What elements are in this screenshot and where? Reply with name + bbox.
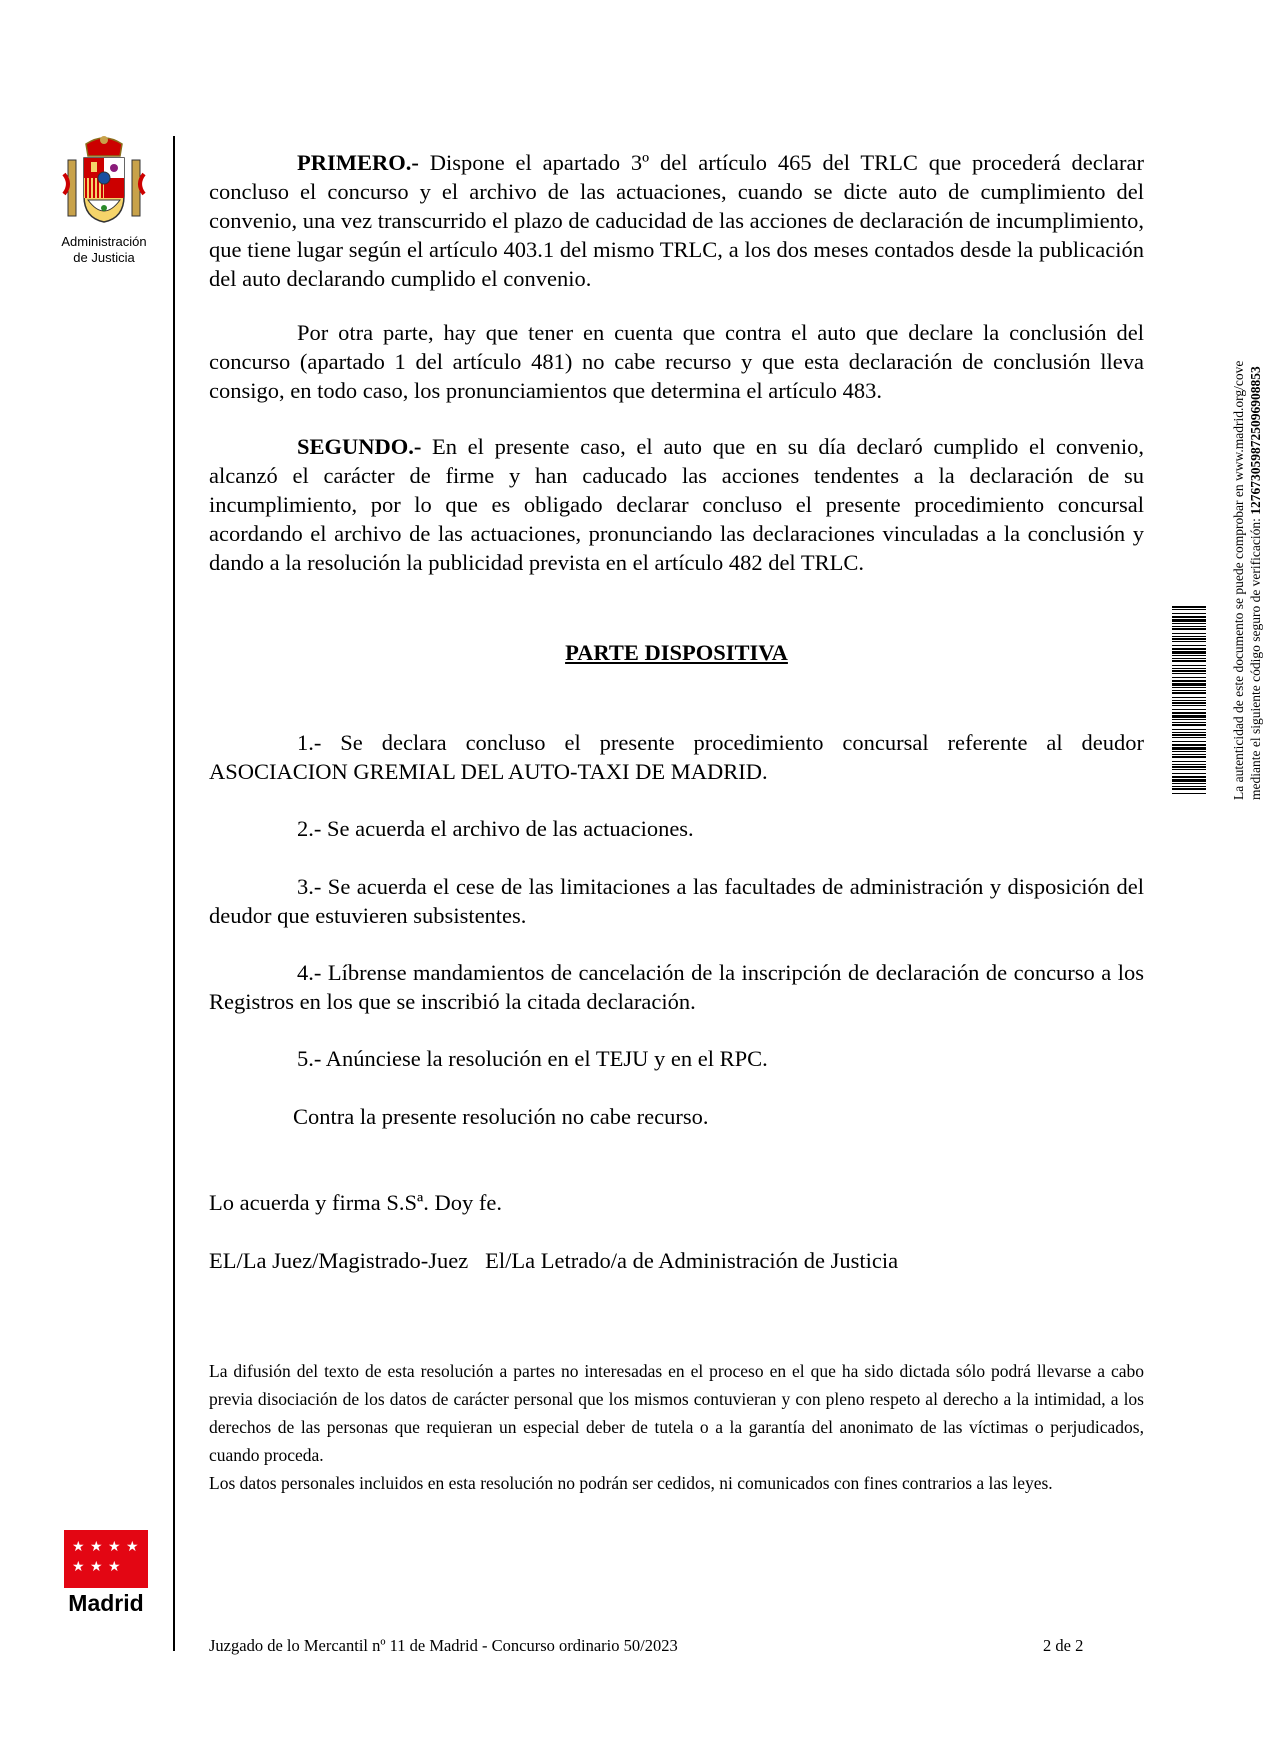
barcode-bar bbox=[1172, 616, 1206, 618]
barcode-bar bbox=[1172, 680, 1206, 682]
barcode-bar bbox=[1172, 712, 1206, 714]
barcode-bar bbox=[1172, 619, 1206, 622]
barcode-bar bbox=[1172, 702, 1206, 704]
barcode-bar bbox=[1172, 655, 1206, 656]
barcode-bar bbox=[1172, 783, 1206, 784]
privacy-notice-2: Los datos personales incluidos en esta resolución no podrán ser cedidos, ni comunicados con fines contrarios a las leyes. bbox=[209, 1473, 1053, 1493]
barcode-bar bbox=[1172, 788, 1206, 790]
barcode-bar bbox=[1172, 764, 1206, 765]
barcode-bar bbox=[1172, 641, 1206, 642]
barcode-bar bbox=[1172, 722, 1206, 723]
barcode-bar bbox=[1172, 609, 1206, 610]
barcode-bar bbox=[1172, 683, 1206, 686]
dispositiva-item-5: 5.- Anúnciese la resolución en el TEJU y en el RPC. bbox=[297, 1046, 768, 1071]
barcode-bar bbox=[1172, 719, 1206, 720]
barcode-bar bbox=[1172, 793, 1206, 794]
barcode-bar bbox=[1172, 724, 1206, 726]
barcode-bar bbox=[1172, 638, 1206, 640]
dispositiva-item-4: 4.- Líbrense mandamientos de cancelación de la inscripción de declaración de concurso a los Registros en los que se inscribió la citada declaración. bbox=[209, 960, 1144, 1014]
footer-court-reference: Juzgado de lo Mercantil nº 11 de Madrid - Concurso ordinario 50/2023 bbox=[209, 1636, 678, 1655]
paragraph-por-otra-parte bbox=[209, 318, 1144, 405]
barcode-bar bbox=[1172, 732, 1206, 733]
privacy-notice-1: La difusión del texto de esta resolución a partes no interesadas en el proceso en el que ha sido dictada sólo podrá llevarse a cabo previa disociación de los datos de carácter personal que los mismos contuvieran y con pleno respeto al derecho a la intimidad, a los derechos de las personas que requieran un especial deber de tutela o a la garantía del anonimato de las víctimas o perjudicados, cuando proceda. bbox=[209, 1361, 1144, 1465]
barcode-bar bbox=[1172, 756, 1206, 758]
barcode-bar bbox=[1172, 658, 1206, 659]
star-icon: ★ bbox=[126, 1539, 139, 1555]
star-icon: ★ bbox=[108, 1539, 121, 1555]
barcode-bar bbox=[1172, 705, 1206, 706]
barcode-bar bbox=[1172, 697, 1206, 698]
barcode-bar bbox=[1172, 651, 1206, 654]
barcode-bar bbox=[1172, 670, 1206, 672]
barcode-bar bbox=[1172, 709, 1206, 710]
left-margin-rule bbox=[173, 136, 175, 1651]
barcode-bar bbox=[1172, 741, 1206, 742]
barcode-bar bbox=[1172, 786, 1206, 787]
dispositiva-item-2: 2.- Se acuerda el archivo de las actuaciones. bbox=[297, 816, 694, 841]
signature-line-1: Lo acuerda y firma S.Sª. Doy fe. bbox=[209, 1190, 502, 1215]
barcode-bar bbox=[1172, 673, 1206, 674]
barcode-bar bbox=[1172, 754, 1206, 755]
verification-line-2 bbox=[1247, 280, 1264, 800]
star-icon: ★ bbox=[72, 1539, 85, 1555]
dispositiva-item-1: 1.- Se declara concluso el presente procedimiento concursal referente al deudor ASOCIACION GREMIAL DEL AUTO-TAXI DE MADRID. bbox=[209, 730, 1144, 784]
admin-line-1: Administración bbox=[61, 234, 147, 249]
por-otra-parte-text: Por otra parte, hay que tener en cuenta que contra el auto que declare la conclusión del concurso (apartado 1 del artículo 481) no cabe recurso y que esta declaración de conclusión lleva consigo, en todo caso, los pronunciamientos que determina el artículo 483. bbox=[209, 320, 1144, 403]
verification-code: 1276730598725096908853 bbox=[1248, 366, 1263, 515]
star-icon: ★ bbox=[108, 1559, 121, 1575]
segundo-lead: SEGUNDO.- bbox=[297, 434, 422, 459]
barcode-bar bbox=[1172, 751, 1206, 752]
verification-barcode bbox=[1172, 606, 1206, 794]
spain-coat-of-arms-logo bbox=[60, 134, 148, 226]
madrid-logo-label: Madrid bbox=[68, 1590, 144, 1616]
signature-line-2: EL/La Juez/Magistrado-Juez El/La Letrado/a de Administración de Justicia bbox=[209, 1248, 899, 1273]
verification-line-2-prefix: mediante el siguiente código seguro de verificación: bbox=[1248, 514, 1263, 800]
star-icon: ★ bbox=[72, 1559, 85, 1575]
star-icon: ★ bbox=[90, 1559, 103, 1575]
barcode-bar bbox=[1172, 729, 1206, 730]
paragraph-primero bbox=[209, 148, 1144, 293]
barcode-bar bbox=[1172, 737, 1206, 738]
verification-text bbox=[1230, 280, 1270, 800]
barcode-bar bbox=[1172, 628, 1206, 630]
barcode-bar bbox=[1172, 623, 1206, 624]
barcode-bar bbox=[1172, 747, 1206, 750]
barcode-bar bbox=[1172, 626, 1206, 627]
barcode-bar bbox=[1172, 665, 1206, 666]
primero-text: Dispone el apartado 3º del artículo 465 del TRLC que procederá declarar concluso el concurso y el archivo de las actuaciones, cuando se dicte auto de cumplimiento del convenio, una vez transcurrido el plazo de caducidad de las acciones de declaración de incumplimiento, que tiene lugar según el artículo 403.1 del mismo TRLC, a los dos meses contados desde la publicación del auto declarando cumplido el convenio. bbox=[209, 150, 1144, 291]
verification-line-1: La autenticidad de este documento se puede comprobar en www.madrid.org/cove bbox=[1231, 360, 1246, 800]
barcode-bar bbox=[1172, 636, 1206, 637]
administracion-de-justicia-label bbox=[52, 234, 156, 266]
star-icon: ★ bbox=[90, 1539, 103, 1555]
barcode-bar bbox=[1172, 687, 1206, 688]
barcode-bar bbox=[1172, 779, 1206, 782]
barcode-bar bbox=[1172, 715, 1206, 718]
paragraph-segundo bbox=[209, 432, 1144, 577]
parte-dispositiva-heading: PARTE DISPOSITIVA bbox=[565, 640, 788, 665]
footer-page-number: 2 de 2 bbox=[1043, 1636, 1084, 1655]
barcode-bar bbox=[1172, 633, 1206, 634]
barcode-bar bbox=[1172, 677, 1206, 678]
madrid-flag-logo bbox=[64, 1530, 148, 1588]
barcode-bar bbox=[1172, 668, 1206, 669]
barcode-bar bbox=[1172, 645, 1206, 646]
dispositiva-item-3: 3.- Se acuerda el cese de las limitaciones a las facultades de administración y disposición del deudor que estuvieren subsistentes. bbox=[209, 874, 1144, 928]
barcode-bar bbox=[1172, 769, 1206, 770]
barcode-bar bbox=[1172, 660, 1206, 662]
admin-line-2: de Justicia bbox=[73, 250, 135, 265]
barcode-bar bbox=[1172, 776, 1206, 778]
primero-lead: PRIMERO.- bbox=[297, 150, 419, 175]
barcode-bar bbox=[1172, 700, 1206, 701]
barcode-bar bbox=[1172, 690, 1206, 691]
barcode-bar bbox=[1172, 606, 1206, 608]
barcode-bar bbox=[1172, 613, 1206, 614]
barcode-bar bbox=[1172, 761, 1206, 762]
no-cabe-recurso: Contra la presente resolución no cabe recurso. bbox=[293, 1104, 709, 1129]
barcode-bar bbox=[1172, 773, 1206, 774]
barcode-bar bbox=[1172, 766, 1206, 768]
barcode-bar bbox=[1172, 692, 1206, 694]
barcode-bar bbox=[1172, 648, 1206, 650]
barcode-bar bbox=[1172, 744, 1206, 746]
barcode-bar bbox=[1172, 734, 1206, 736]
segundo-text: En el presente caso, el auto que en su día declaró cumplido el convenio, alcanzó el carácter de firme y han caducado las acciones tendentes a la declaración de su incumplimiento, por lo que es obligado declarar concluso el presente procedimiento concursal acordando el archivo de las actuaciones, pronunciando las declaraciones vinculadas a la conclusión y dando a la resolución la publicidad prevista en el artículo 482 del TRLC. bbox=[209, 434, 1144, 575]
